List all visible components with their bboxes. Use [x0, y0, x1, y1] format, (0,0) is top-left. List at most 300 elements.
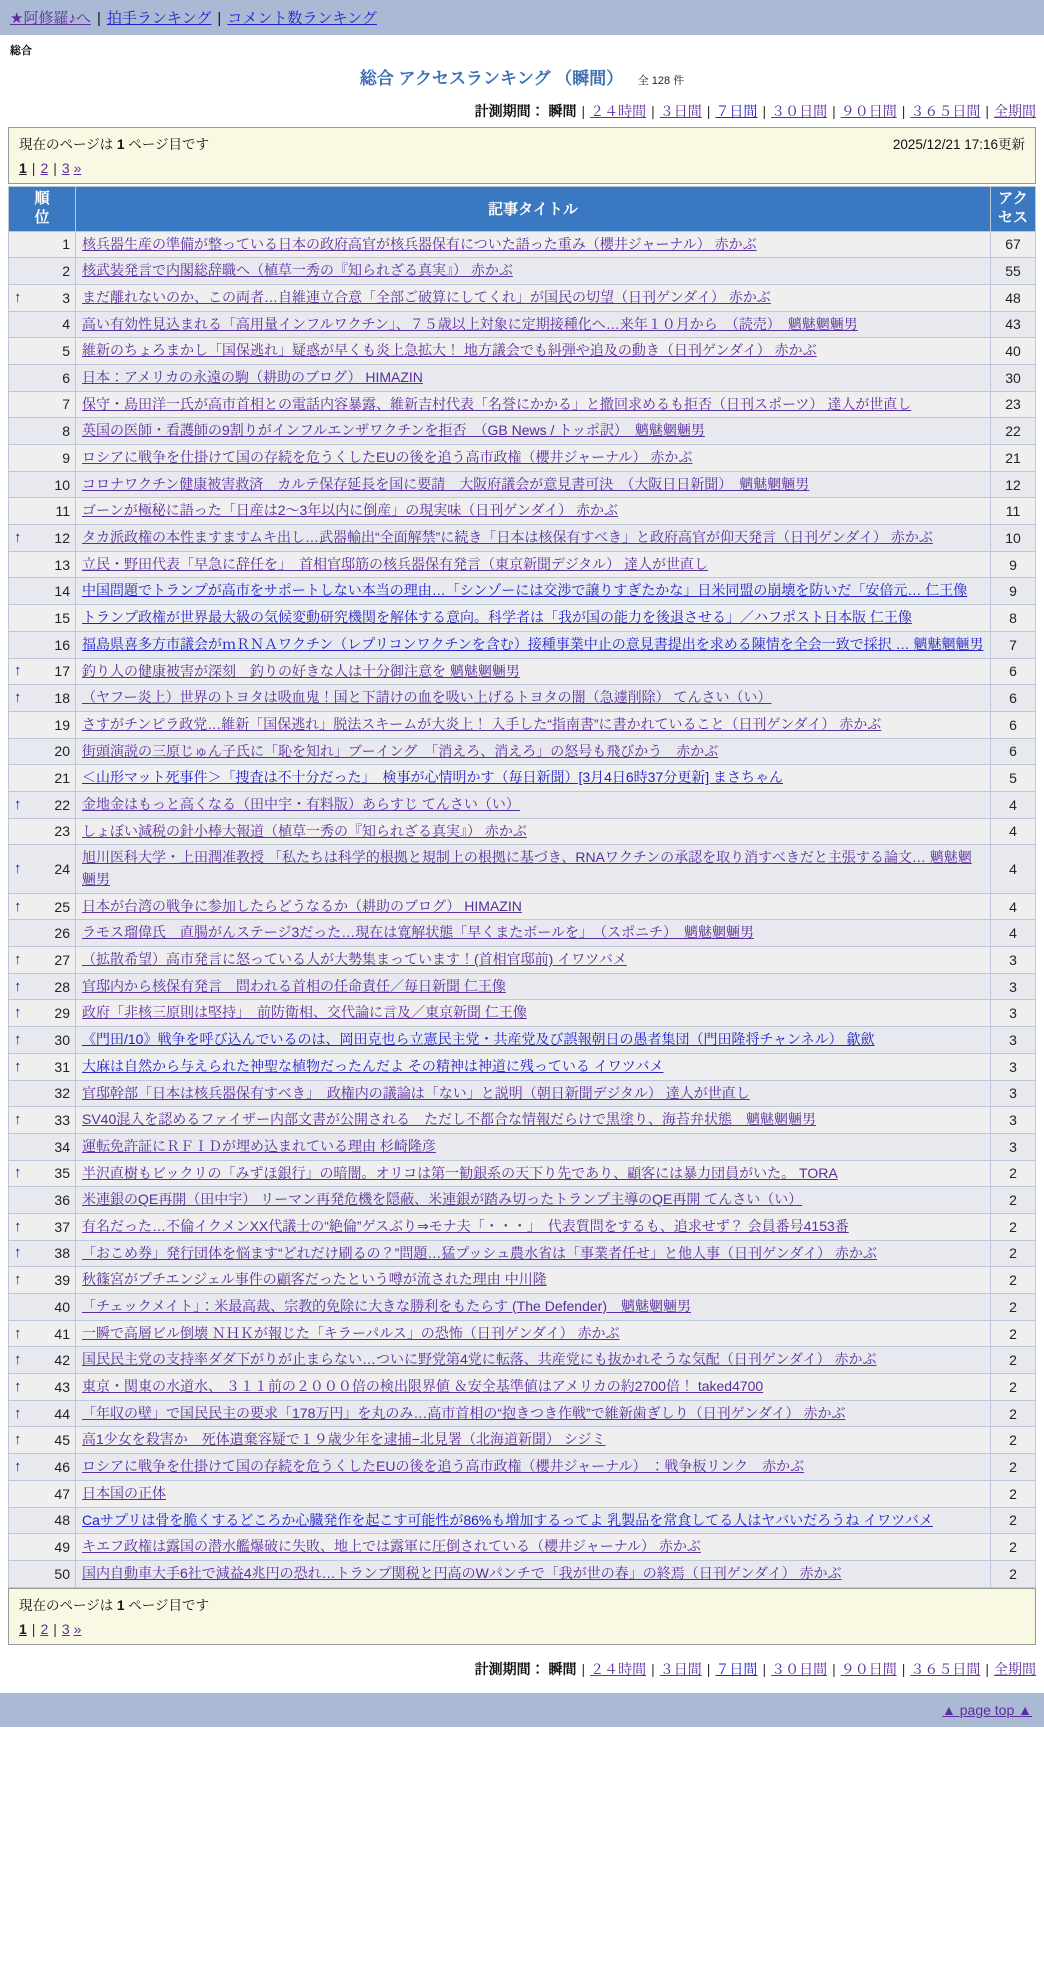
table-row [9, 1560, 1036, 1587]
separator: | [762, 103, 767, 119]
column-header-access: アクセス [991, 187, 1036, 232]
article-link[interactable]: （拡散希望）高市発言に怒っている人が大勢集まっています！(首相官邸前) イワツバメ [82, 951, 627, 968]
article-title-cell [76, 685, 991, 712]
period-link[interactable]: ７日間 [715, 103, 758, 119]
rank-cell [9, 738, 76, 765]
separator: | [217, 10, 222, 27]
article-link[interactable]: 「チェックメイト」：米最高裁、宗教的免除に大きな勝利をもたらす (The Defender) 魑魅魍魎男 [82, 1298, 691, 1314]
period-link[interactable]: ３６５日間 [910, 103, 981, 119]
rank-number: 11 [55, 503, 70, 520]
article-link[interactable]: 旭川医科大学・上田潤准教授 「私たちは科学的根拠と規制上の根拠に基づき、RNAワクチンの承認を取り消すべきだと主張する論文… 魑魅魍魎男 [82, 849, 972, 887]
access-count: 2 [991, 1187, 1036, 1214]
rank-number: 50 [54, 1565, 70, 1582]
article-link[interactable]: 国民民主党の支持率ダダ下がりが止まらない…ついに野党第4党に転落、共産党にも抜かれそうな気配（日刊ゲンダイ） 赤かぶ [82, 1351, 877, 1368]
table-row [9, 1427, 1036, 1454]
table-row [9, 818, 1036, 845]
rank-cell [9, 893, 76, 920]
pager-box-top [8, 127, 1036, 184]
article-title-cell [76, 418, 991, 445]
column-header-rank: 順位 [9, 187, 76, 232]
article-title-cell [76, 605, 991, 632]
access-count: 3 [991, 1107, 1036, 1134]
article-title-cell [76, 1187, 991, 1214]
access-count: 67 [991, 231, 1036, 258]
period-bar-top [8, 101, 1036, 121]
rank-cell [9, 1374, 76, 1401]
article-link[interactable]: さすがチンピラ政党…維新「国保逃れ」脱法スキームが大炎上！ 入手した“指南書”に書かれていること（日刊ゲンダイ） 赤かぶ [82, 715, 882, 732]
access-count: 5 [991, 765, 1036, 792]
rank-cell [9, 311, 76, 338]
rank-up-arrow-icon: ↑ [14, 1057, 22, 1075]
article-link[interactable]: ゴーンが極秘に語った「日産は2〜3年以内に倒産」の現実味（日刊ゲンダイ） 赤かぶ [82, 502, 619, 519]
period-bar-bottom [8, 1659, 1036, 1679]
access-count: 21 [991, 445, 1036, 472]
rank-number: 17 [54, 663, 70, 680]
rank-cell [9, 364, 76, 391]
article-link[interactable]: ロシアに戦争を仕掛けて国の存続を危うくしたEUの後を追う高市政権（櫻井ジャーナル） ：戦争板リンク 赤かぶ [82, 1458, 805, 1475]
next-page-link[interactable]: » [73, 1620, 82, 1637]
rank-cell [9, 791, 76, 818]
rank-number: 29 [54, 1005, 70, 1022]
next-page-link[interactable]: » [73, 160, 82, 176]
rank-cell [9, 1294, 76, 1321]
rank-up-arrow-icon: ↑ [14, 1458, 22, 1476]
article-title-cell [76, 1534, 991, 1561]
table-row [9, 1000, 1036, 1027]
rank-cell [9, 1454, 76, 1481]
article-title-cell [76, 1133, 991, 1160]
table-row [9, 1187, 1036, 1214]
column-header-title: 記事タイトル [76, 187, 991, 232]
article-link[interactable]: コロナワクチン健康被害救済 カルテ保存延長を国に要請 大阪府議会が意見書可決 （大阪日日新聞） 魑魅魍魎男 [82, 475, 810, 492]
separator: | [96, 10, 101, 27]
access-count: 48 [991, 284, 1036, 311]
access-count: 2 [991, 1507, 1036, 1534]
rank-cell [9, 231, 76, 258]
rank-number: 21 [54, 770, 70, 787]
period-label: 計測期間： [474, 1660, 549, 1677]
rank-cell [9, 1000, 76, 1027]
article-link[interactable]: 中国問題でトランプが高市をサポートしない本当の理由…「シンゾーには交渉で譲りすぎたかな」日米同盟の崩壊を防いだ「安倍元… 仁王像 [82, 582, 968, 599]
table-row [9, 578, 1036, 605]
article-link[interactable]: 官邸幹部「日本は核兵器保有すべき」 政権内の議論は「ない」と説明（朝日新聞デジタル） 達人が世直し [82, 1084, 750, 1101]
rank-number: 46 [54, 1458, 70, 1475]
article-link[interactable]: まだ離れないのか、この両者…自維連立合意「全部ご破算にしてくれ」が国民の切望（日刊ゲンダイ） 赤かぶ [82, 288, 771, 305]
rank-cell [9, 1507, 76, 1534]
rank-cell [9, 1427, 76, 1454]
access-count: 22 [991, 418, 1036, 445]
article-title-cell [76, 1267, 991, 1294]
rank-cell [9, 1240, 76, 1267]
access-count: 9 [991, 578, 1036, 605]
rank-number: 39 [54, 1272, 70, 1289]
rank-number: 35 [54, 1165, 70, 1182]
table-row [9, 711, 1036, 738]
article-title-cell [76, 525, 991, 552]
rank-cell [9, 605, 76, 632]
article-link[interactable]: 「おこめ券」発行団体を悩ます“どれだけ刷るの？”問題…猛プッシュ農水省は「事業者任せ」と他人事（日刊ゲンダイ） 赤かぶ [82, 1244, 877, 1261]
access-count: 8 [991, 605, 1036, 632]
access-count: 4 [991, 893, 1036, 920]
article-link[interactable]: 有名だった…不倫イクメンXX代議士の“絶倫”ゲスぶり⇒モナ夫「・・・」 代表質問をするも、追求せず？ 会員番号4153番 [82, 1217, 849, 1234]
rank-number: 32 [54, 1085, 70, 1102]
rank-up-arrow-icon: ↑ [14, 1404, 22, 1422]
article-title-cell [76, 1374, 991, 1401]
rank-cell [9, 284, 76, 311]
article-link[interactable]: ラモス瑠偉氏 直腸がんステージ3だった…現在は寛解状態「早くまたボールを」 （スポニチ） 魑魅魍魎男 [82, 924, 754, 941]
ranking-table [8, 186, 1036, 1588]
article-link[interactable]: 「年収の壁」で国民民主の要求「178万円」を丸のみ…高市首相の“抱きつき作戦”で維新歯ぎしり（日刊ゲンダイ） 赤かぶ [82, 1404, 846, 1421]
article-link[interactable]: 高1少女を殺害か 死体遺棄容疑で１９歳少年を逮捕−北見署（北海道新聞） シジミ [82, 1431, 606, 1448]
rank-cell [9, 1347, 76, 1374]
table-row [9, 418, 1036, 445]
rank-number: 4 [62, 316, 70, 333]
rank-number: 30 [54, 1031, 70, 1048]
table-row [9, 605, 1036, 632]
current-page-number: 1 [116, 1597, 125, 1613]
rank-up-arrow-icon: ↑ [14, 1031, 22, 1049]
article-link[interactable]: しょぼい減税の針小棒大報道（植草一秀の『知られざる真実』） 赤かぶ [82, 822, 527, 839]
page-title-block [0, 64, 1044, 89]
article-title-cell [76, 364, 991, 391]
access-count: 55 [991, 258, 1036, 285]
article-link[interactable]: 核兵器生産の準備が整っている日本の政府高官が核兵器保有についた語った重み（櫻井ジャーナル） 赤かぶ [82, 235, 757, 252]
article-link[interactable]: 核武装発言で内閣総辞職へ（植草一秀の『知られざる真実』） 赤かぶ [82, 262, 513, 279]
page-footer-bar [0, 1693, 1044, 1727]
rank-cell [9, 685, 76, 712]
table-row [9, 1053, 1036, 1080]
table-row [9, 1400, 1036, 1427]
rank-cell [9, 973, 76, 1000]
table-row [9, 893, 1036, 920]
page-link-current[interactable]: 1 [19, 1620, 27, 1637]
rank-number: 24 [54, 861, 70, 877]
table-row [9, 1213, 1036, 1240]
rank-cell [9, 711, 76, 738]
table-row [9, 658, 1036, 685]
rank-number: 47 [54, 1485, 70, 1502]
article-link[interactable]: 福島県喜多方市議会がｍＲＮＡワクチン（レプリコンワクチンを含む）接種事業中止の意見書提出を求める陳情を全会一致で採択 … 魑魅魍魎男 [82, 635, 984, 652]
article-link[interactable]: 日本：アメリカの永遠の駒（耕助のブログ） HIMAZIN [82, 368, 423, 385]
access-count: 4 [991, 818, 1036, 845]
access-count: 6 [991, 658, 1036, 685]
rank-cell [9, 258, 76, 285]
rank-number: 37 [54, 1218, 70, 1235]
table-row [9, 738, 1036, 765]
rank-number: 20 [54, 743, 70, 760]
rank-up-arrow-icon: ↑ [14, 662, 22, 680]
ranking-table-body [9, 231, 1036, 1587]
article-link[interactable]: 一瞬で高層ビル倒壊 ＮＨＫが報じた「キラーパルス」の恐怖（日刊ゲンダイ） 赤かぶ [82, 1324, 620, 1341]
access-count: 40 [991, 338, 1036, 365]
rank-number: 14 [54, 583, 70, 600]
rank-number: 48 [54, 1512, 70, 1529]
table-row [9, 1027, 1036, 1054]
article-title-cell [76, 1027, 991, 1054]
table-row [9, 765, 1036, 792]
table-row [9, 1160, 1036, 1187]
page-status: 現在のページは 1 ページ目です [19, 137, 209, 152]
page-link[interactable]: 3 [61, 160, 70, 176]
article-link[interactable]: 保守・島田洋一氏が高市首相との電話内容暴露、維新吉村代表「名誉にかかる」と撤回求めるも拒否（日刊スポーツ） 達人が世直し [82, 395, 912, 412]
period-link[interactable]: ９０日間 [840, 103, 897, 119]
article-title-cell [76, 973, 991, 1000]
rank-number: 10 [54, 476, 70, 493]
rank-up-arrow-icon: ↑ [14, 1244, 22, 1262]
rank-number: 7 [62, 396, 70, 413]
rank-number: 33 [54, 1112, 70, 1129]
article-link[interactable]: 維新のちょろまかし「国保逃れ」疑惑が早くも炎上急拡大！ 地方議会でも糾弾や追及の動き（日刊ゲンダイ） 赤かぶ [82, 342, 817, 359]
article-link[interactable]: SV40混入を認めるファイザー内部文書が公開される ただし不都合な情報だらけで黒塗り、海苔弁状態 魑魅魍魎男 [82, 1111, 816, 1128]
separator: | [985, 1660, 989, 1677]
period-link[interactable]: 全期間 [994, 103, 1036, 119]
access-count: 3 [991, 1133, 1036, 1160]
period-link[interactable]: ３日間 [659, 1660, 702, 1677]
table-row [9, 973, 1036, 1000]
article-link[interactable]: 釣り人の健康被害が深刻 釣りの好きな人は十分御注意を 魑魅魍魎男 [82, 662, 520, 679]
rank-up-arrow-icon: ↑ [14, 288, 22, 306]
rank-up-arrow-icon: ↑ [14, 897, 22, 915]
nav-link[interactable]: 拍手ランキング [106, 10, 212, 27]
article-title-cell [76, 258, 991, 285]
period-current: 瞬間 [548, 1660, 577, 1677]
rank-cell [9, 551, 76, 578]
separator: | [901, 1660, 906, 1677]
article-link[interactable]: ＜山形マット死事件＞「捜査は不十分だった」 検事が心情明かす（毎日新聞）[3月4日6時37分更新] まさちゃん [82, 769, 784, 786]
period-link[interactable]: 全期間 [994, 1660, 1036, 1677]
page-link[interactable]: 3 [61, 1620, 70, 1637]
article-title-cell [76, 1560, 991, 1587]
rank-number: 43 [54, 1378, 70, 1395]
rank-number: 23 [54, 823, 70, 840]
article-title-cell [76, 1294, 991, 1321]
rank-cell [9, 445, 76, 472]
article-link[interactable]: 日本が台湾の戦争に参加したらどうなるか（耕助のブログ） HIMAZIN [82, 897, 522, 914]
article-link[interactable]: 大麻は自然から与えられた神聖な植物だったんだよ その精神は神道に残っている イワツバメ [82, 1057, 664, 1074]
table-row [9, 471, 1036, 498]
rank-cell [9, 1560, 76, 1587]
rank-number: 31 [54, 1058, 70, 1075]
page-title: 総合 アクセスランキング （瞬間） [359, 69, 624, 88]
table-row [9, 791, 1036, 818]
article-link[interactable]: 日本国の正体 [82, 1484, 166, 1501]
article-title-cell [76, 1160, 991, 1187]
period-link[interactable]: ７日間 [715, 1660, 758, 1677]
access-count: 9 [991, 551, 1036, 578]
article-link[interactable]: （ヤフー炎上）世界のトヨタは吸血鬼！国と下請けの血を吸い上げるトヨタの闇（急遽削除） てんさい（い） [82, 689, 772, 706]
access-count: 3 [991, 1053, 1036, 1080]
access-count: 2 [991, 1560, 1036, 1587]
article-link[interactable]: 米連銀のQE再開（田中宇） リーマン再発危機を隠蔽、米連銀が踏み切ったトランプ主導のQE再開 てんさい（い） [82, 1191, 803, 1208]
article-title-cell [76, 845, 991, 893]
rank-number: 36 [54, 1192, 70, 1209]
rank-up-arrow-icon: ↑ [14, 689, 22, 707]
period-link[interactable]: ３０日間 [771, 103, 828, 119]
separator: | [581, 103, 586, 119]
rank-cell [9, 418, 76, 445]
article-link[interactable]: 《門田/10》戦争を呼び込んでいるのは、岡田克也ら立憲民主党・共産党及び誤報朝日の愚者集団（門田隆将チャンネル） 歙歛 [82, 1031, 875, 1048]
table-row [9, 1320, 1036, 1347]
table-row [9, 1534, 1036, 1561]
page-link[interactable]: 2 [40, 160, 49, 176]
period-link[interactable]: ３日間 [659, 103, 702, 119]
table-row [9, 631, 1036, 658]
table-row [9, 1454, 1036, 1481]
article-link[interactable]: 金地金はもっと高くなる（田中宇・有料版）あらすじ てんさい（い） [82, 795, 520, 812]
article-title-cell [76, 791, 991, 818]
access-count: 30 [991, 364, 1036, 391]
article-title-cell [76, 1427, 991, 1454]
access-count: 11 [991, 498, 1036, 525]
rank-cell [9, 1187, 76, 1214]
rank-number: 41 [54, 1325, 70, 1342]
separator: | [706, 1660, 711, 1677]
access-count: 2 [991, 1320, 1036, 1347]
rank-number: 5 [62, 343, 70, 360]
article-link[interactable]: 秋篠宮がプチエンジェル事件の顧客だったという噂が流された理由 中川隆 [82, 1271, 547, 1288]
table-row [9, 231, 1036, 258]
separator: | [832, 1660, 836, 1677]
access-count: 2 [991, 1480, 1036, 1507]
article-link[interactable]: 半沢直樹もビックリの「みずほ銀行」の暗闇。オリコは第一勧銀系の天下り先であり、顧客には暴力団員がいた。 TORA [82, 1164, 838, 1181]
article-title-cell [76, 1213, 991, 1240]
nav-link[interactable]: ★阿修羅♪へ [10, 10, 91, 27]
table-row [9, 845, 1036, 893]
separator: | [706, 103, 711, 119]
article-title-cell [76, 284, 991, 311]
article-link[interactable]: 街頭演説の三原じゅん子氏に「恥を知れ」ブーイング 「消えろ、消えろ」の怒号も飛びかう 赤かぶ [82, 742, 719, 759]
article-title-cell [76, 1240, 991, 1267]
updated-timestamp: 2025/12/21 17:16更新 [892, 137, 1025, 152]
access-count: 2 [991, 1240, 1036, 1267]
rank-cell [9, 631, 76, 658]
rank-cell [9, 578, 76, 605]
article-title-cell [76, 578, 991, 605]
rank-cell [9, 1320, 76, 1347]
access-count: 7 [991, 631, 1036, 658]
rank-cell [9, 1534, 76, 1561]
table-row [9, 920, 1036, 947]
rank-number: 38 [54, 1245, 70, 1262]
pager-box-bottom [8, 1588, 1036, 1645]
article-link[interactable]: Caサプリは骨を脆くするどころか心臓発作を起こす可能性が86%も増加するってよ 乳製品を常食してる人はヤバいだろうね イワツバメ [82, 1511, 933, 1528]
article-link[interactable]: 政府「非核三原則は堅持」 前防衛相、交代論に言及／東京新聞 仁王像 [82, 1004, 527, 1021]
article-title-cell [76, 765, 991, 792]
access-count: 2 [991, 1213, 1036, 1240]
table-row [9, 1507, 1036, 1534]
page-top-link[interactable]: ▲ page top ▲ [942, 1701, 1032, 1718]
article-link[interactable]: 英国の医師・看護師の9割りがインフルエンザワクチンを拒否 （GB News / トッポ訳） 魑魅魍魎男 [82, 422, 705, 439]
rank-cell [9, 1160, 76, 1187]
rank-number: 16 [54, 636, 70, 653]
separator: | [31, 160, 36, 176]
table-row [9, 311, 1036, 338]
rank-number: 40 [54, 1298, 70, 1315]
table-row [9, 258, 1036, 285]
rank-cell [9, 1053, 76, 1080]
article-link[interactable]: ロシアに戦争を仕掛けて国の存続を危うくしたEUの後を追う高市政権（櫻井ジャーナル） 赤かぶ [82, 449, 693, 465]
rank-cell [9, 498, 76, 525]
rank-up-arrow-icon: ↑ [14, 1351, 22, 1369]
access-count: 12 [991, 471, 1036, 498]
page-link[interactable]: 2 [40, 1620, 49, 1637]
rank-number: 28 [54, 978, 70, 995]
table-row [9, 685, 1036, 712]
article-link[interactable]: キエフ政権は露国の潜水艦爆破に失敗、地上では露軍に圧倒されている（櫻井ジャーナル） 赤かぶ [82, 1538, 701, 1555]
table-row [9, 1267, 1036, 1294]
rank-number: 6 [62, 369, 70, 386]
rank-number: 15 [54, 609, 70, 626]
nav-link[interactable]: コメント数ランキング [227, 10, 377, 27]
table-row [9, 284, 1036, 311]
rank-up-arrow-icon: ↑ [14, 977, 22, 995]
rank-cell [9, 338, 76, 365]
pagination-top [19, 160, 1025, 176]
article-title-cell [76, 311, 991, 338]
table-header-row [9, 187, 1036, 232]
article-title-cell [76, 1080, 991, 1107]
period-link[interactable]: ３０日間 [771, 1660, 828, 1677]
period-link[interactable]: ３６５日間 [910, 1660, 981, 1677]
rank-number: 45 [54, 1432, 70, 1449]
period-link[interactable]: ９０日間 [840, 1660, 897, 1677]
rank-number: 19 [54, 716, 70, 733]
access-count: 6 [991, 685, 1036, 712]
category-label: 総合 [10, 45, 32, 57]
rank-number: 49 [54, 1539, 70, 1556]
access-count: 3 [991, 1000, 1036, 1027]
rank-number: 22 [54, 796, 70, 813]
article-title-cell [76, 498, 991, 525]
article-link[interactable]: 東京・関東の水道水、 ３１１前の２０００倍の検出限界値 ＆安全基準値はアメリカの約2700倍！ taked4700 [82, 1378, 764, 1395]
table-row [9, 1107, 1036, 1134]
period-link[interactable]: ２４時間 [590, 103, 647, 119]
rank-number: 9 [62, 449, 70, 466]
rank-number: 12 [54, 529, 70, 546]
access-count: 3 [991, 1080, 1036, 1107]
period-link[interactable]: ２４時間 [590, 1660, 647, 1677]
table-row [9, 1240, 1036, 1267]
article-link[interactable]: トランプ政権が世界最大級の気候変動研究機関を解体する意向。科学者は「我が国の能力を後退させる」／ハフポスト日本版 仁王像 [82, 609, 912, 626]
article-link[interactable]: タカ派政権の本性ますますムキ出し…武器輸出“全面解禁”に続き「日本は核保有すべき」と政府高官が仰天発言（日刊ゲンダイ） 赤かぶ [82, 529, 933, 546]
article-title-cell [76, 1347, 991, 1374]
rank-cell [9, 471, 76, 498]
article-link[interactable]: 官邸内から核保有発言 問われる首相の任命責任／毎日新聞 仁王像 [82, 977, 506, 994]
article-title-cell [76, 1000, 991, 1027]
rank-up-arrow-icon: ↑ [14, 951, 22, 969]
table-row [9, 1374, 1036, 1401]
rank-up-arrow-icon: ↑ [14, 1111, 22, 1129]
article-title-cell [76, 893, 991, 920]
article-title-cell [76, 1507, 991, 1534]
table-row [9, 338, 1036, 365]
article-link[interactable]: 高い有効性見込まれる「高用量インフルワクチン」、７５歳以上対象に定期接種化へ…来年１０月から （読売） 魑魅魍魎男 [82, 315, 858, 332]
article-link[interactable]: 国内自動車大手6社で減益4兆円の恐れ…トランプ関税と円高のWパンチで「我が世の春」の終焉（日刊ゲンダイ） 赤かぶ [82, 1564, 842, 1581]
rank-up-arrow-icon: ↑ [14, 529, 22, 547]
access-count: 2 [991, 1347, 1036, 1374]
table-row [9, 947, 1036, 974]
rank-cell [9, 525, 76, 552]
rank-cell [9, 1027, 76, 1054]
page-link-current[interactable]: 1 [19, 160, 27, 176]
rank-cell [9, 765, 76, 792]
table-row [9, 1080, 1036, 1107]
article-title-cell [76, 1320, 991, 1347]
rank-cell [9, 1133, 76, 1160]
article-link[interactable]: 立民・野田代表「早急に辞任を」 首相官邸筋の核兵器保有発言（東京新聞デジタル） 達人が世直し [82, 555, 709, 572]
rank-number: 26 [54, 925, 70, 942]
article-link[interactable]: 運転免許証にＲＦＩＤが埋め込まれている理由 杉崎隆彦 [82, 1137, 436, 1154]
